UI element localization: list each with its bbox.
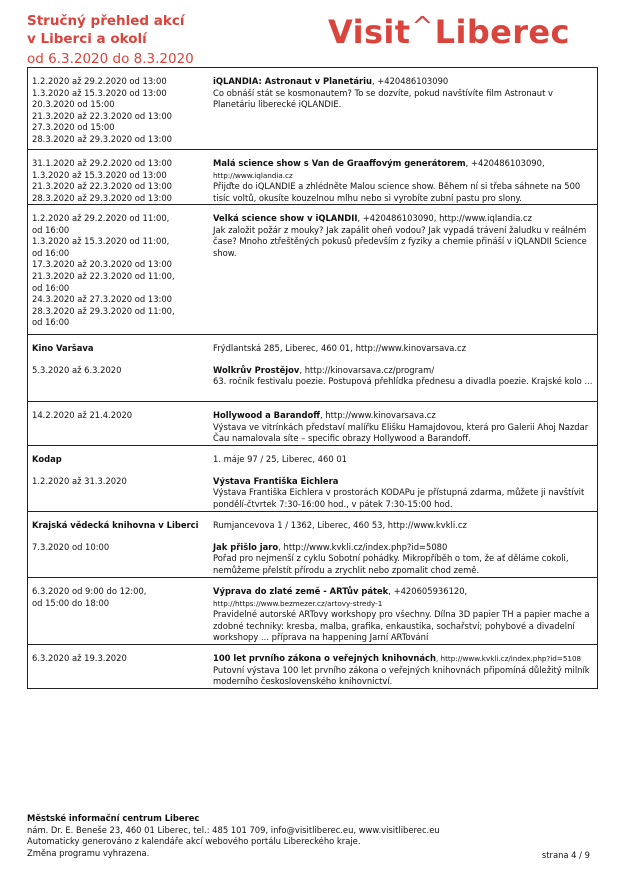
event-date-line: 5.3.2020 až 6.3.2020 bbox=[32, 364, 122, 375]
event-row bbox=[28, 68, 597, 150]
event-date-line: 31.1.2020 až 29.2.2020 od 13:00 bbox=[32, 158, 172, 168]
event-description: Výstava Františka Eichlera v prostorách KODAPu je přístupná zdarma, můžete ji navštívit pondělí-čtvrtek 7:30-16:00 hod., v pátek 7:30-15:00 hod. bbox=[213, 487, 585, 509]
event-description: Jak založit požár z mouky? Jak zapálit oheň vodou? Jak vypadá trávení žaludku v reálném čase? Mnoho ztřeštěných pokusů především z fyziky a chemie přináší v iQLANDII Science show. bbox=[213, 224, 587, 258]
event-date-line: 1.3.2020 až 15.3.2020 od 13:00 bbox=[32, 169, 167, 180]
event-info bbox=[210, 402, 597, 445]
header-title bbox=[27, 12, 287, 48]
event-date-line: 27.3.2020 od 15:00 bbox=[32, 122, 115, 133]
event-dates bbox=[28, 205, 210, 334]
event-date-line: od 16:00 bbox=[32, 224, 70, 235]
event-title[interactable]: Malá science show s Van de Graaffovým generátorem bbox=[213, 158, 466, 168]
event-row bbox=[28, 335, 597, 402]
event-date-line: 21.3.2020 až 22.3.2020 od 13:00 bbox=[32, 110, 172, 121]
event-date-line: od 16:00 bbox=[32, 282, 70, 293]
event-title[interactable]: Výstava Františka Eichlera bbox=[213, 475, 339, 486]
logo-text-liberec: Liberec bbox=[434, 13, 570, 51]
venue-address: Frýdlantská 285, Liberec, 460 01, http://www.kinovarsava.cz bbox=[213, 343, 467, 353]
event-contact: , +420486103090 bbox=[371, 76, 449, 86]
events-table bbox=[27, 67, 598, 689]
event-date-line: 17.3.2020 až 20.3.2020 od 13:00 bbox=[32, 259, 172, 270]
event-dates bbox=[28, 150, 210, 204]
header-title-line1: Stručný přehled akcí bbox=[27, 13, 185, 29]
event-url[interactable]: http://https://www.bezmezer.cz/artovy-stredy-1 bbox=[213, 598, 383, 608]
event-date-line: 1.2.2020 až 31.3.2020 bbox=[32, 475, 127, 486]
event-row bbox=[28, 150, 597, 205]
event-info bbox=[210, 150, 597, 204]
footer-generated-note: Automaticky generováno z kalendáře akcí webového portálu Libereckého kraje. bbox=[27, 836, 361, 847]
event-dates bbox=[28, 512, 210, 577]
event-date-line: 28.3.2020 až 29.3.2020 od 13:00 bbox=[32, 133, 172, 144]
event-description: Přijďte do iQLANDIE a zhlédněte Malou science show. Během ní si třeba sáhnete na 500 tisíc voltů, okusíte kouzelnou mlhu nebo si vyrobíte zubní pastu pro slony. bbox=[213, 181, 581, 203]
event-info bbox=[210, 512, 597, 577]
event-title[interactable]: 100 let prvního zákona o veřejných knihovnách bbox=[213, 653, 436, 663]
event-row bbox=[28, 645, 597, 688]
event-date-line: od 15:00 do 18:00 bbox=[32, 597, 110, 608]
event-date-line: 6.3.2020 od 9:00 do 12:00, bbox=[32, 586, 147, 596]
event-title[interactable]: Wolkrův Prostějov bbox=[213, 364, 300, 375]
logo-caret: ^ bbox=[411, 12, 434, 42]
event-row bbox=[28, 446, 597, 512]
event-dates bbox=[28, 446, 210, 511]
event-date-line: 1.3.2020 až 15.3.2020 od 13:00 bbox=[32, 87, 167, 98]
event-dates bbox=[28, 645, 210, 688]
event-contact: , http://kinovarsava.cz/program/ bbox=[299, 364, 435, 375]
event-date-line: 14.2.2020 až 21.4.2020 bbox=[32, 410, 133, 420]
event-dates bbox=[28, 578, 210, 644]
event-dates bbox=[28, 68, 210, 149]
event-dates bbox=[28, 402, 210, 445]
venue-address: Rumjancevova 1 / 1362, Liberec, 460 53, http://www.kvkli.cz bbox=[213, 520, 467, 530]
event-description: Pořad pro nejmenší z cyklu Sobotní pohádky. Mikropříběh o tom, že ať děláme cokoli, nemůžeme přelstít přírodu a zrychlit nebo zpomalit chod země. bbox=[213, 553, 569, 575]
event-contact: , +420486103090, http://www.iqlandia.cz bbox=[357, 213, 533, 223]
event-date-line: 24.3.2020 až 27.3.2020 od 13:00 bbox=[32, 294, 172, 305]
logo-text-visit: Visit bbox=[328, 13, 411, 51]
event-description: Co obnáší stát se kosmonautem? To se dozvíte, pokud navštívíte film Astronaut v Planetáriu liberecké iQLANDIE. bbox=[213, 87, 553, 110]
venue-name: Kino Varšava bbox=[32, 343, 94, 353]
footer-change-note: Změna programu vyhrazena. bbox=[27, 847, 150, 858]
event-info bbox=[210, 578, 597, 644]
event-description: Putovní výstava 100 let prvního zákona o veřejných knihovnách připomíná důležitý milník moderního československého knihovnictví. bbox=[213, 664, 590, 687]
event-date-line: 28.3.2020 až 29.3.2020 od 11:00, bbox=[32, 305, 175, 316]
event-info bbox=[210, 68, 597, 149]
venue-name: Krajská vědecká knihovna v Liberci bbox=[32, 520, 199, 530]
event-title[interactable]: Hollywood a Barandoff bbox=[213, 410, 320, 420]
event-date-line: 7.3.2020 od 10:00 bbox=[32, 541, 110, 552]
event-row bbox=[28, 205, 597, 335]
event-date-line: od 16:00 bbox=[32, 317, 70, 328]
event-date-line: 1.2.2020 až 29.2.2020 od 13:00 bbox=[32, 76, 167, 86]
header-date-range: od 6.3.2020 do 8.3.2020 bbox=[27, 51, 194, 67]
event-date-line: 6.3.2020 až 19.3.2020 bbox=[32, 653, 127, 663]
event-date-line: 20.3.2020 od 15:00 bbox=[32, 99, 115, 110]
event-title[interactable]: iQLANDIA: Astronaut v Planetáriu bbox=[213, 76, 372, 86]
event-url[interactable]: http://www.iqlandia.cz bbox=[213, 170, 293, 180]
event-description: 63. ročník festivalu poezie. Postupová přehlídka přednesu a divadla poezie. Krajské kolo ... bbox=[213, 376, 593, 387]
footer-address: nám. Dr. E. Beneše 23, 460 01 Liberec, tel.: 485 101 709, info@visitliberec.eu, www.visitliberec.eu bbox=[27, 824, 440, 835]
event-info bbox=[210, 446, 597, 511]
event-contact: , http://www.kinovarsava.cz bbox=[320, 410, 436, 420]
event-contact: , http://www.kvkli.cz/index.php?id=5108 bbox=[435, 654, 582, 663]
header-title-line2: v Liberci a okolí bbox=[27, 31, 147, 47]
event-row bbox=[28, 402, 597, 446]
event-dates bbox=[28, 335, 210, 401]
event-row bbox=[28, 578, 597, 645]
event-contact: , +420486103090, bbox=[465, 158, 545, 168]
venue-address: 1. máje 97 / 25, Liberec, 460 01 bbox=[213, 454, 347, 464]
event-row bbox=[28, 512, 597, 578]
event-date-line: 21.3.2020 až 22.3.2020 od 13:00 bbox=[32, 181, 172, 192]
event-description: Výstava ve vitrínkách představí malířku Elišku Hamajdovou, která pro Galerii Ahoj Nazdar Čau namalovala síte – specific obrazy Hollywood a Barandoff. bbox=[213, 421, 589, 444]
event-date-line: od 16:00 bbox=[32, 247, 70, 258]
event-title[interactable]: Velká science show v iQLANDII bbox=[213, 213, 358, 223]
event-date-line: 1.3.2020 až 15.3.2020 od 11:00, bbox=[32, 236, 170, 247]
venue-name: Kodap bbox=[32, 454, 62, 464]
event-description: Pravidelné autorské ARTovy workshopy pro všechny. Dílna 3D papier TH a papier mache a zdobné techniky: kresba, malba, grafika, enkaustika, sochařství; pohybové a divadelní workshopy ... příprava na happening Jarní ARTování bbox=[213, 609, 590, 643]
event-date-line: 1.2.2020 až 29.2.2020 od 11:00, bbox=[32, 213, 170, 223]
event-info bbox=[210, 205, 597, 334]
event-date-line: 21.3.2020 až 22.3.2020 od 11:00, bbox=[32, 270, 175, 281]
event-title[interactable]: Výprava do zlaté země - ARTův pátek bbox=[213, 586, 389, 596]
event-info bbox=[210, 645, 597, 688]
event-contact: , http://www.kvkli.cz/index.php?id=5080 bbox=[278, 541, 448, 552]
visit-liberec-logo bbox=[328, 12, 570, 55]
event-info bbox=[210, 335, 597, 401]
event-contact: , +420605936120, bbox=[388, 586, 468, 596]
page-number: strana 4 / 9 bbox=[541, 850, 590, 860]
footer-org-name: Městské informační centrum Liberec bbox=[27, 813, 200, 823]
page-footer bbox=[27, 813, 598, 859]
event-date-line: 28.3.2020 až 29.3.2020 od 13:00 bbox=[32, 192, 172, 203]
event-title[interactable]: Jak přišlo jaro bbox=[213, 541, 279, 552]
